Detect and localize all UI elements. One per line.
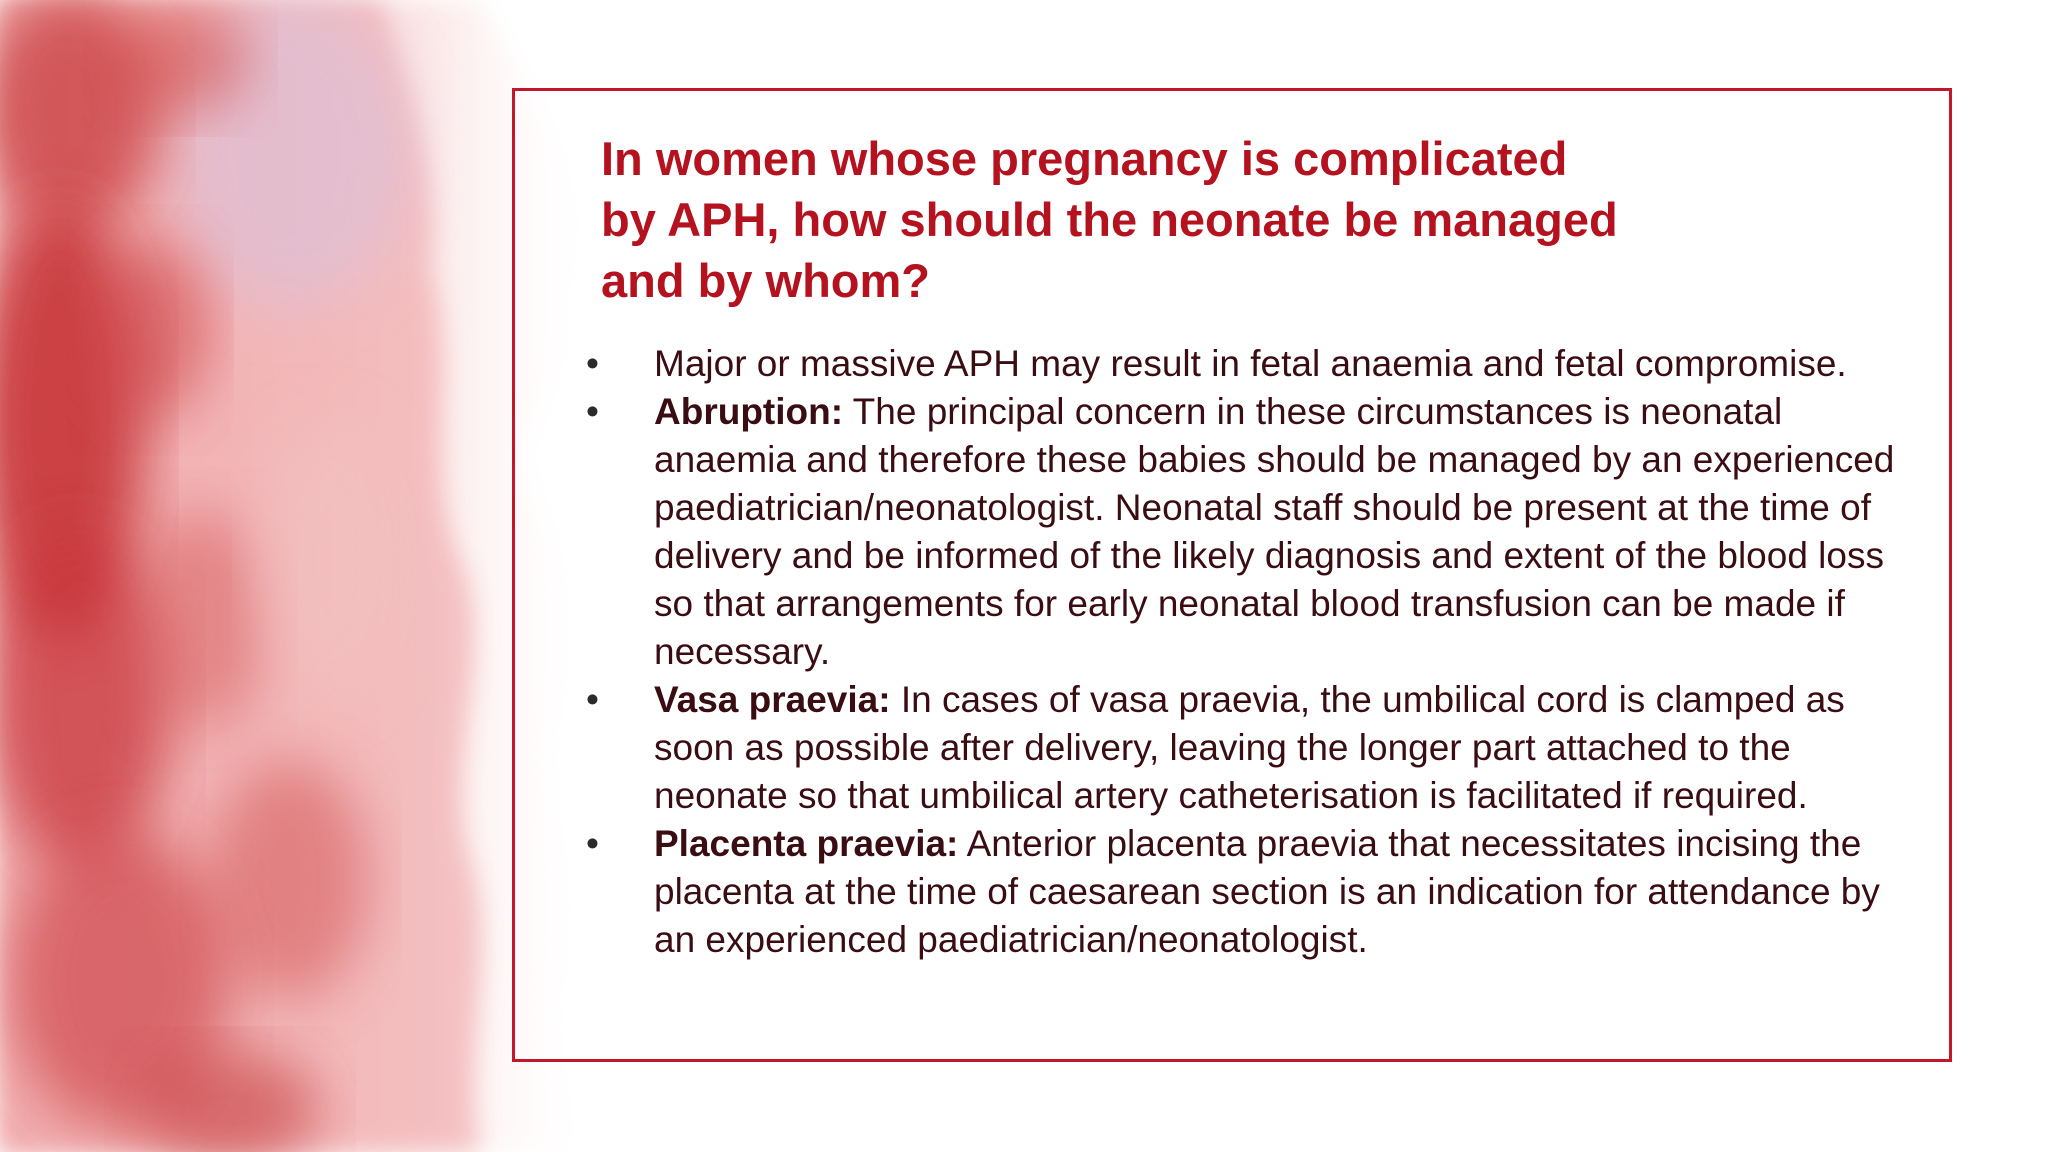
bullet-icon: •: [586, 391, 599, 432]
title-line: In women whose pregnancy is complicated: [601, 132, 1568, 185]
bullet-item: [586, 820, 1916, 964]
bullet-text: Major or massive APH may result in fetal anaemia and fetal compromise.: [654, 343, 1847, 384]
bullet-list: [586, 340, 1916, 964]
bullet-lead: Vasa praevia:: [654, 679, 891, 720]
bullet-icon: •: [586, 823, 599, 864]
slide-title: [601, 128, 1841, 311]
title-line: and by whom?: [601, 254, 930, 307]
bullet-lead: Placenta praevia:: [654, 823, 959, 864]
bullet-text: The principal concern in these circumstances is neonatal anaemia and therefore these babies should be managed by an experienced paediatrician/neonatologist. Neonatal staff should be present at the time of delivery and be informed of the likely diagnosis and extent of the blood loss so that arrangements for early neonatal blood transfusion can be made if necessary.: [654, 391, 1895, 672]
bullet-lead: Abruption:: [654, 391, 844, 432]
bullet-icon: •: [586, 679, 599, 720]
bullet-item: [586, 388, 1916, 676]
bullet-item: [586, 340, 1916, 388]
title-line: by APH, how should the neonate be managed: [601, 193, 1618, 246]
bullet-text: In cases of vasa praevia, the umbilical cord is clamped as soon as possible after delivery, leaving the longer part attached to the neonate so that umbilical artery catheterisation is facilitated if required.: [654, 679, 1845, 816]
bullet-icon: •: [586, 343, 599, 384]
bullet-text: Anterior placenta praevia that necessitates incising the placenta at the time of caesarean section is an indication for attendance by an experienced paediatrician/neonatologist.: [654, 823, 1880, 960]
bullet-item: [586, 676, 1916, 820]
